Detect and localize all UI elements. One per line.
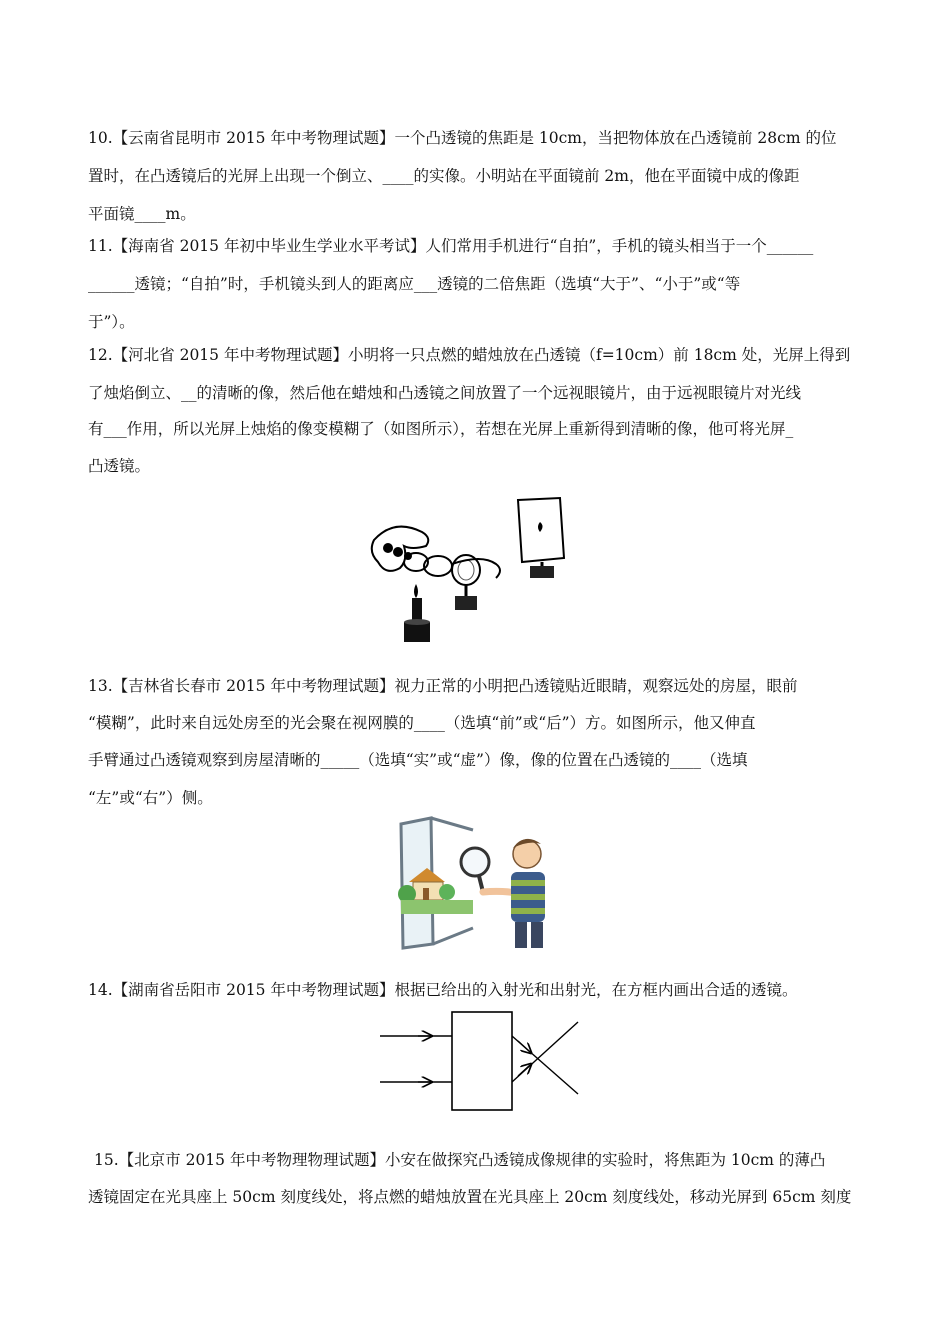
candle-lens-screen-figure: [368, 486, 580, 654]
q14-line-1: 14.【湖南省岳阳市 2015 年中考物理试题】根据已给出的入射光和出射光，在方框内画出合适的透镜。: [88, 981, 798, 999]
q13-line-4: “左”或“右”）侧。: [88, 789, 213, 807]
lens-box-ray-figure: [378, 1010, 582, 1114]
q15-line-2: 透镜固定在光具座上 50cm 刻度线处，将点燃的蜡烛放置在光具座上 20cm 刻度线处，移动光屏到 65cm 刻度: [88, 1188, 852, 1206]
q13-line-3: 手臂通过凸透镜观察到房屋清晰的_____（选填“实”或“虚”）像，像的位置在凸透镜的____（选填: [88, 751, 748, 769]
q12-line-2: 了烛焰倒立、__的清晰的像，然后他在蜡烛和凸透镜之间放置了一个远视眼镜片，由于远视眼镜片对光线: [88, 384, 802, 402]
boy-magnifier-figure: [387, 816, 559, 950]
q11-line-3: 于”）。: [88, 313, 135, 331]
q11-line-2: ______透镜；“自拍”时，手机镜头到人的距离应___透镜的二倍焦距（选填“大于”、“小于”或“等: [88, 275, 741, 293]
q10-line-3: 平面镜____m。: [88, 205, 196, 223]
q11-line-1: 11.【海南省 2015 年初中毕业生学业水平考试】人们常用手机进行“自拍”，手机的镜头相当于一个______: [88, 237, 814, 255]
boy-magnifier-drawing: [387, 816, 559, 950]
q12-line-1: 12.【河北省 2015 年中考物理试题】小明将一只点燃的蜡烛放在凸透镜（f=10cm）前 18cm 处，光屏上得到: [88, 346, 851, 364]
q13-line-1: 13.【吉林省长春市 2015 年中考物理试题】视力正常的小明把凸透镜贴近眼睛，观察远处的房屋，眼前: [88, 677, 798, 695]
q15-line-1: 15.【北京市 2015 年中考物理物理试题】小安在做探究凸透镜成像规律的实验时，将焦距为 10cm 的薄凸: [94, 1151, 826, 1169]
q12-line-4: 凸透镜。: [88, 457, 151, 475]
q12-line-3: 有___作用，所以光屏上烛焰的像变模糊了（如图所示），若想在光屏上重新得到清晰的像，他可将光屏_: [88, 420, 794, 438]
q10-line-2: 置时，在凸透镜后的光屏上出现一个倒立、____的实像。小明站在平面镜前 2m，他在平面镜中成的像距: [88, 167, 800, 185]
q10-line-1: 10.【云南省昆明市 2015 年中考物理试题】一个凸透镜的焦距是 10cm，当把物体放在凸透镜前 28cm 的位: [88, 129, 837, 147]
candle-lens-screen-drawing: [368, 486, 580, 654]
q13-line-2: “模糊”，此时来自远处房至的光会聚在视网膜的____（选填“前”或“后”）方。如图所示，他又伸直: [88, 714, 756, 732]
lens-box-ray-drawing: [378, 1010, 582, 1114]
